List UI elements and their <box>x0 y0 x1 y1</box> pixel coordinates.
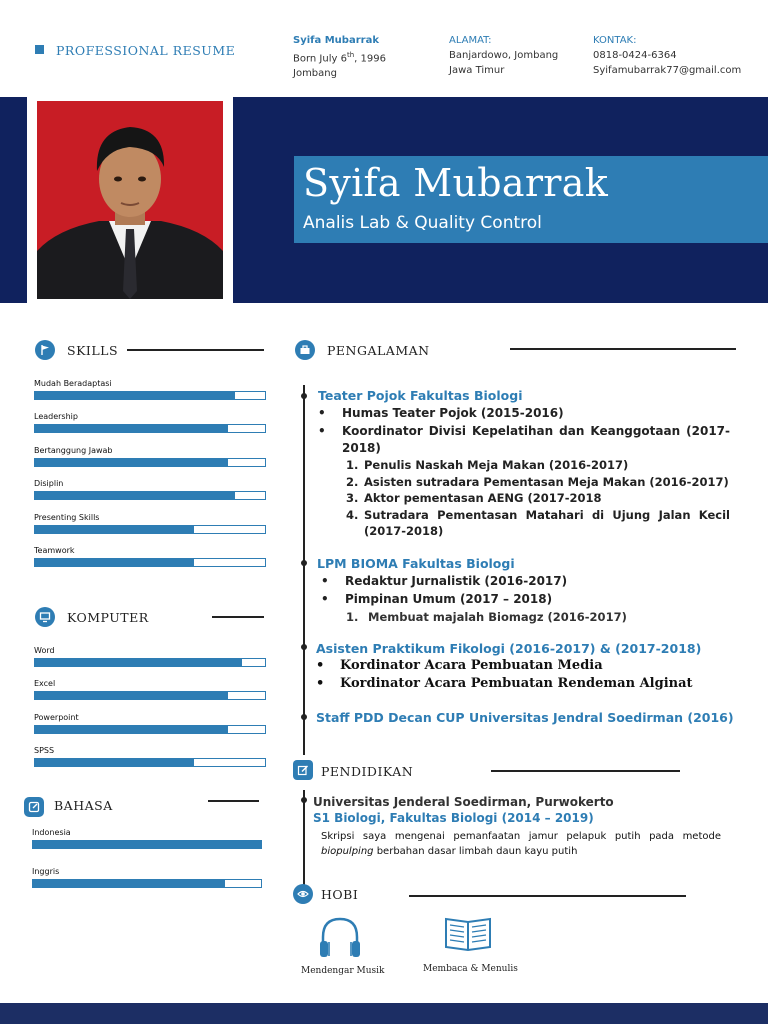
list-item: • Redaktur Jurnalistik (2016-2017) <box>321 574 568 588</box>
address-line2: Jawa Timur <box>449 65 505 76</box>
skill-label: Disiplin <box>34 479 64 489</box>
person-portrait-icon <box>37 101 223 299</box>
timeline-dot <box>301 797 307 803</box>
briefcase-icon <box>295 340 315 360</box>
pengalaman-divider <box>510 348 736 350</box>
edu-university: Universitas Jenderal Soedirman, Purwokerto <box>313 795 614 809</box>
edu-degree: S1 Biologi, Fakultas Biologi (2014 – 2019) <box>313 811 594 825</box>
timeline-line-experience <box>303 385 305 755</box>
edit-icon <box>293 760 313 780</box>
skill-label: Leadership <box>34 412 78 422</box>
skill-level-bar <box>34 525 266 534</box>
pendidikan-title: PENDIDIKAN <box>321 764 414 779</box>
skill-label: Word <box>34 646 55 655</box>
skills-title: SKILLS <box>67 343 119 358</box>
list-item: • Humas Teater Pojok (2015-2016) <box>318 406 564 420</box>
resume-label: PROFESSIONAL RESUME <box>56 43 236 58</box>
skill-level-fill <box>35 425 228 432</box>
skill-level-bar <box>32 879 262 888</box>
phone-number: 0818-0424-6364 <box>593 50 677 61</box>
list-item: • Koordinator Divisi Kepelatihan dan Keanggotaan (2017-2018) <box>318 424 730 455</box>
header-birthplace: Jombang <box>293 68 337 80</box>
skill-level-fill <box>35 492 235 499</box>
flag-icon <box>35 340 55 360</box>
list-item: • Kordinator Acara Pembuatan Rendeman Alginat <box>316 676 693 691</box>
skill-level-fill <box>35 726 228 733</box>
bahasa-divider <box>208 800 259 802</box>
skill-level-fill <box>35 559 194 566</box>
skill-label: Indonesia <box>32 828 71 837</box>
address-line1: Banjardowo, Jombang <box>449 50 559 61</box>
contact-label: KONTAK: <box>593 35 637 46</box>
list-item: 2. Asisten sutradara Pementasan Meja Makan (2016-2017) <box>346 475 729 489</box>
skill-label: Bertanggung Jawab <box>34 445 113 455</box>
header-square-icon <box>35 45 44 54</box>
header-address <box>449 33 558 78</box>
exp-staff-head: Staff PDD Decan CUP Universitas Jendral Soedirman (2016) <box>316 710 734 725</box>
skill-label: Inggris <box>32 867 60 876</box>
header-contact <box>593 33 741 78</box>
timeline-dot <box>301 644 307 650</box>
footer-bar <box>0 1003 768 1024</box>
skill-level-fill <box>33 841 261 848</box>
timeline-line-education <box>303 790 305 888</box>
exp-asisten-head: Asisten Praktikum Fikologi (2016-2017) & (2017-2018) <box>316 641 702 656</box>
header-personal <box>293 33 386 81</box>
skill-level-bar <box>34 558 266 567</box>
list-item: 1. Membuat majalah Biomagz (2016-2017) <box>346 610 627 624</box>
skill-level-fill <box>35 526 194 533</box>
banner-role: Analis Lab & Quality Control <box>303 213 542 233</box>
komputer-title: KOMPUTER <box>67 610 149 625</box>
komputer-divider <box>212 616 264 618</box>
profile-photo <box>37 101 223 299</box>
open-book-icon <box>443 913 493 957</box>
headphones-icon <box>317 913 363 965</box>
hobi-title: HOBI <box>321 887 359 902</box>
skill-level-fill <box>35 459 228 466</box>
pengalaman-title: PENGALAMAN <box>327 343 430 358</box>
skill-level-fill <box>35 692 228 699</box>
skill-level-fill <box>35 392 235 399</box>
skill-level-fill <box>33 880 225 887</box>
skill-label: Presenting Skills <box>34 512 100 522</box>
skill-level-bar <box>34 391 266 400</box>
skill-label: Mudah Beradaptasi <box>34 379 112 388</box>
hobby-read-label: Membaca & Menulis <box>423 964 518 974</box>
edu-thesis: Skripsi saya mengenai pemanfaatan jamur pelapuk putih pada metode biopulping berbahan dasar limbah daun kayu putih <box>321 831 721 857</box>
skill-label: Teamwork <box>34 546 75 555</box>
hobi-divider <box>409 895 686 897</box>
skill-level-bar <box>34 424 266 433</box>
header-born: Born July 6th, 1996 <box>293 51 386 65</box>
skill-label: Powerpoint <box>34 712 79 722</box>
skill-level-bar <box>32 840 262 849</box>
language-icon <box>24 797 44 817</box>
skill-level-fill <box>35 759 194 766</box>
list-item: 4. Sutradara Pementasan Matahari di Ujung Jalan Kecil (2017-2018) <box>346 508 730 538</box>
skill-level-bar <box>34 691 266 700</box>
timeline-dot <box>301 393 307 399</box>
skill-level-bar <box>34 758 266 767</box>
monitor-icon <box>35 607 55 627</box>
list-item: • Kordinator Acara Pembuatan Media <box>316 658 603 673</box>
skills-divider <box>127 349 264 351</box>
list-item: 1. Penulis Naskah Meja Makan (2016-2017) <box>346 458 629 472</box>
eye-icon <box>293 884 313 904</box>
banner-name: Syifa Mubarrak <box>303 161 609 205</box>
pendidikan-divider <box>491 770 680 772</box>
address-label: ALAMAT: <box>449 35 492 46</box>
hobby-music-label: Mendengar Musik <box>301 966 385 976</box>
skill-level-bar <box>34 725 266 734</box>
skill-level-bar <box>34 658 266 667</box>
skill-level-fill <box>35 659 242 666</box>
skill-level-bar <box>34 458 266 467</box>
list-item: • Pimpinan Umum (2017 – 2018) <box>321 592 553 606</box>
exp-lpm-head: LPM BIOMA Fakultas Biologi <box>317 556 515 571</box>
exp-teater-head: Teater Pojok Fakultas Biologi <box>318 388 523 403</box>
header-name: Syifa Mubarrak <box>293 35 379 46</box>
email-address: Syifamubarrak77@gmail.com <box>593 65 742 76</box>
skill-level-bar <box>34 491 266 500</box>
bahasa-title: BAHASA <box>54 798 113 813</box>
timeline-dot <box>301 714 307 720</box>
list-item: 3. Aktor pementasan AENG (2017-2018 <box>346 491 602 505</box>
skill-label: Excel <box>34 679 56 689</box>
skill-label: SPSS <box>34 745 55 755</box>
timeline-dot <box>301 560 307 566</box>
